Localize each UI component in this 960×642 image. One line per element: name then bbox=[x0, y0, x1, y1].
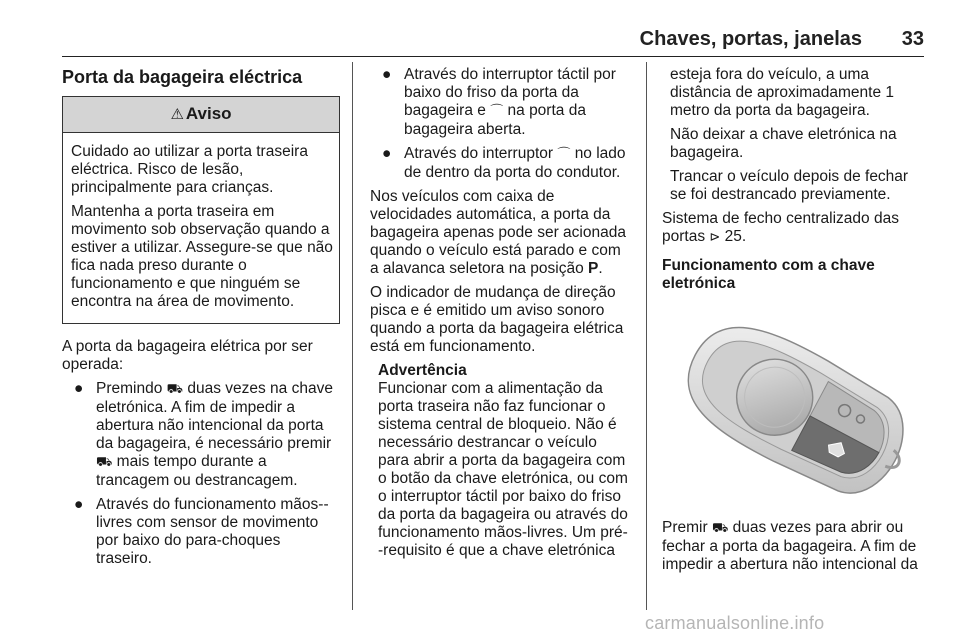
page-header bbox=[62, 26, 924, 57]
column-middle bbox=[370, 62, 632, 560]
intro-paragraph: A porta da bagageira elétrica por ser operada: bbox=[62, 338, 313, 373]
note-body: Funcionar com a alimentação da porta traseira não faz funcionar o sistema central de bloqueio. Não é necessário destrancar o veículo para abrir a porta da bagageira com o botão da chave eletrónica, ou com o interruptor táctil por baixo do friso da porta da bagageira ou através do funcionamento mãos-livres. Um pré--requisito é que a chave eletrónica bbox=[378, 380, 628, 559]
list-item: ● Através do interruptor táctil por baixo do friso da porta da bagageira e ⌒ na porta da bagageira aberta. bbox=[382, 66, 616, 138]
tailgate-key-icon: ⛟ bbox=[711, 521, 729, 536]
tailgate-key-icon: ⛟ bbox=[96, 455, 113, 470]
list-item: ● Através do interruptor ⌒ no lado de dentro da porta do condutor. bbox=[382, 145, 626, 181]
list-item: ● Premindo ⛟ duas vezes na chave eletrónica. A fim de impedir a abertura não intencional da porta da bagageira, é necessário premir ⛟ mais tempo durante a trancagem ou destrancagem. bbox=[74, 380, 333, 489]
operation-list bbox=[62, 380, 340, 568]
page-number: 33 bbox=[901, 28, 924, 50]
note-continued: esteja fora do veículo, a uma distância de aproximadamente 1 metro da porta da bagageira. Não deixar a chave eletrónica na bagageira. Trancar o veículo depois de fechar se foi destrancado previamente. bbox=[670, 66, 909, 203]
column-right bbox=[662, 62, 928, 580]
warning-paragraph: Mantenha a porta traseira em movimento sob observação quando a estiver a utilizar. Assegure-se que não fica nada preso durante o funcionamento e que ninguém se encontra na área de movimento. bbox=[71, 203, 333, 310]
warning-triangle-icon: ⚠ bbox=[170, 106, 184, 123]
central-lock-reference: Sistema de fecho centralizado das portas ⊳ 25. bbox=[662, 210, 899, 245]
tailgate-key-icon: ⛟ bbox=[166, 382, 184, 397]
electronic-key-illustration bbox=[662, 307, 928, 509]
note-title: Advertência bbox=[378, 362, 467, 379]
page-reference-arrow-icon: ⊳ bbox=[709, 230, 721, 245]
note-block bbox=[370, 362, 632, 560]
warning-paragraph: Cuidado ao utilizar a porta traseira eléctrica. Risco de lesão, principalmente para crianças. bbox=[71, 143, 308, 196]
section-title: Porta da bagageira eléctrica bbox=[62, 67, 303, 87]
subsection-title: Funcionamento com a chave eletrónica bbox=[662, 257, 875, 292]
list-item: ● Através do funcionamento mãos--livres com sensor de movimento por baixo do para-choques traseiro. bbox=[74, 496, 329, 567]
figure-caption: Premir ⛟ duas vezes para abrir ou fechar a porta da bagageira. A fim de impedir a abertura não intencional da bbox=[662, 519, 918, 573]
warning-box bbox=[62, 96, 340, 324]
tailgate-switch-icon: ⌒ bbox=[557, 147, 571, 162]
column-left bbox=[62, 62, 340, 574]
operation-list-continued bbox=[370, 66, 632, 182]
column-divider bbox=[646, 62, 647, 610]
warning-title: Aviso bbox=[185, 104, 232, 123]
footer-watermark: carmanualsonline.info bbox=[645, 613, 825, 633]
electronic-key-image bbox=[662, 307, 928, 509]
tailgate-switch-icon: ⌒ bbox=[490, 104, 504, 119]
header-title: Chaves, portas, janelas bbox=[639, 28, 862, 50]
warning-header bbox=[63, 97, 339, 133]
automatic-gearbox-paragraph: Nos veículos com caixa de velocidades automática, a porta da bagageira apenas pode ser acionada quando o veículo está parado e com a alavanca seletora na posição P. bbox=[370, 188, 626, 277]
column-divider bbox=[352, 62, 353, 610]
warning-body bbox=[63, 133, 339, 323]
indicator-paragraph: O indicador de mudança de direção pisca e é emitido um aviso sonoro quando a porta da bagageira elétrica está em funcionamento. bbox=[370, 284, 624, 355]
